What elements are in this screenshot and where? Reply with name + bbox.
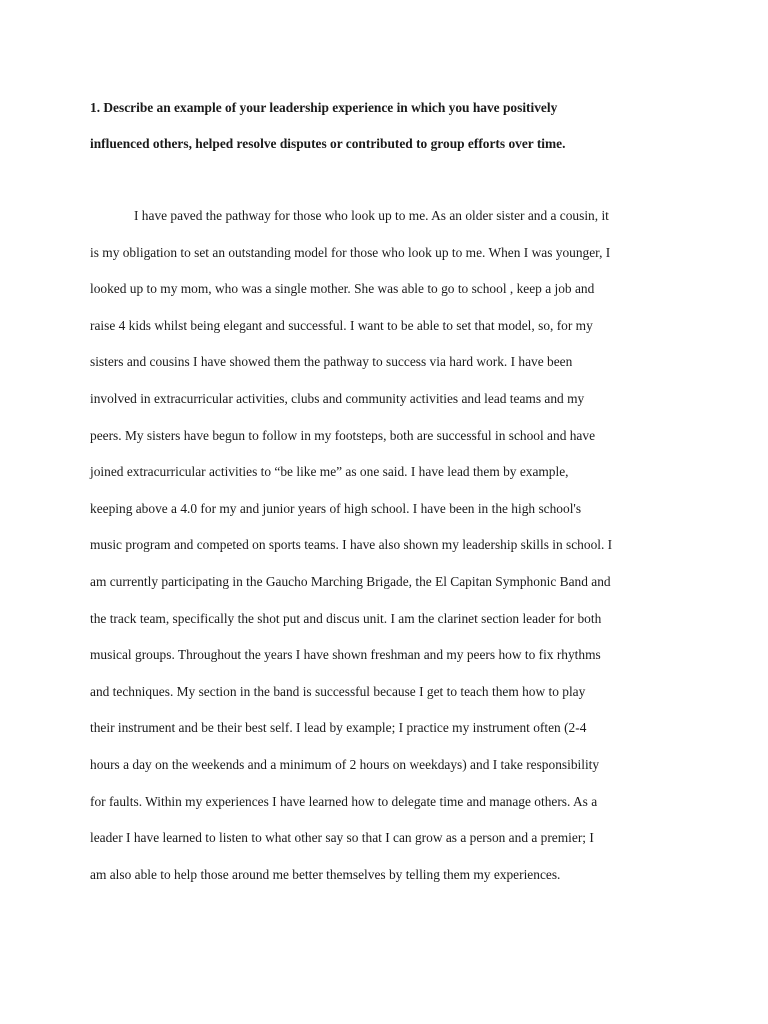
essay-line: their instrument and be their best self. I lead by example; I practice my instrument often (2-4 (90, 720, 587, 736)
essay-line: am currently participating in the Gaucho Marching Brigade, the El Capitan Symphonic Band and (90, 573, 611, 589)
prompt-line: 1. Describe an example of your leadership experience in which you have positively (90, 100, 558, 115)
essay-line: hours a day on the weekends and a minimum of 2 hours on weekdays) and I take responsibility (90, 756, 600, 772)
essay-line: musical groups. Throughout the years I have shown freshman and my peers how to fix rhythms (90, 647, 601, 663)
essay-line: am also able to help those around me better themselves by telling them my experiences. (90, 866, 561, 882)
essay-line: I have paved the pathway for those who look up to me. As an older sister and a cousin, it (134, 208, 609, 223)
essay-line: leader I have learned to listen to what other say so that I can grow as a person and a premier; I (90, 830, 594, 846)
essay-line: for faults. Within my experiences I have learned how to delegate time and manage others. As a (90, 793, 598, 809)
essay-prompt (90, 90, 690, 162)
essay-line: is my obligation to set an outstanding model for those who look up to me. When I was younger, I (90, 244, 611, 260)
essay-line: peers. My sisters have begun to follow in my footsteps, both are successful in school and have (90, 427, 596, 443)
essay-body (90, 198, 690, 893)
essay-line: sisters and cousins I have showed them the pathway to success via hard work. I have been (90, 354, 573, 370)
essay-line: keeping above a 4.0 for my and junior years of high school. I have been in the high school's (90, 500, 582, 516)
essay-line: music program and competed on sports teams. I have also shown my leadership skills in school. I (90, 537, 613, 553)
essay-line: involved in extracurricular activities, clubs and community activities and lead teams and my (90, 390, 585, 406)
essay-line: the track team, specifically the shot put and discus unit. I am the clarinet section leader for both (90, 610, 602, 626)
prompt-line: influenced others, helped resolve disputes or contributed to group efforts over time. (90, 136, 566, 151)
essay-line: looked up to my mom, who was a single mother. She was able to go to school , keep a job and (90, 281, 595, 297)
essay-line: and techniques. My section in the band is successful because I get to teach them how to play (90, 683, 586, 699)
essay-line: raise 4 kids whilst being elegant and successful. I want to be able to set that model, so, for my (90, 317, 593, 333)
essay-line: joined extracurricular activities to “be like me” as one said. I have lead them by example, (90, 464, 569, 480)
